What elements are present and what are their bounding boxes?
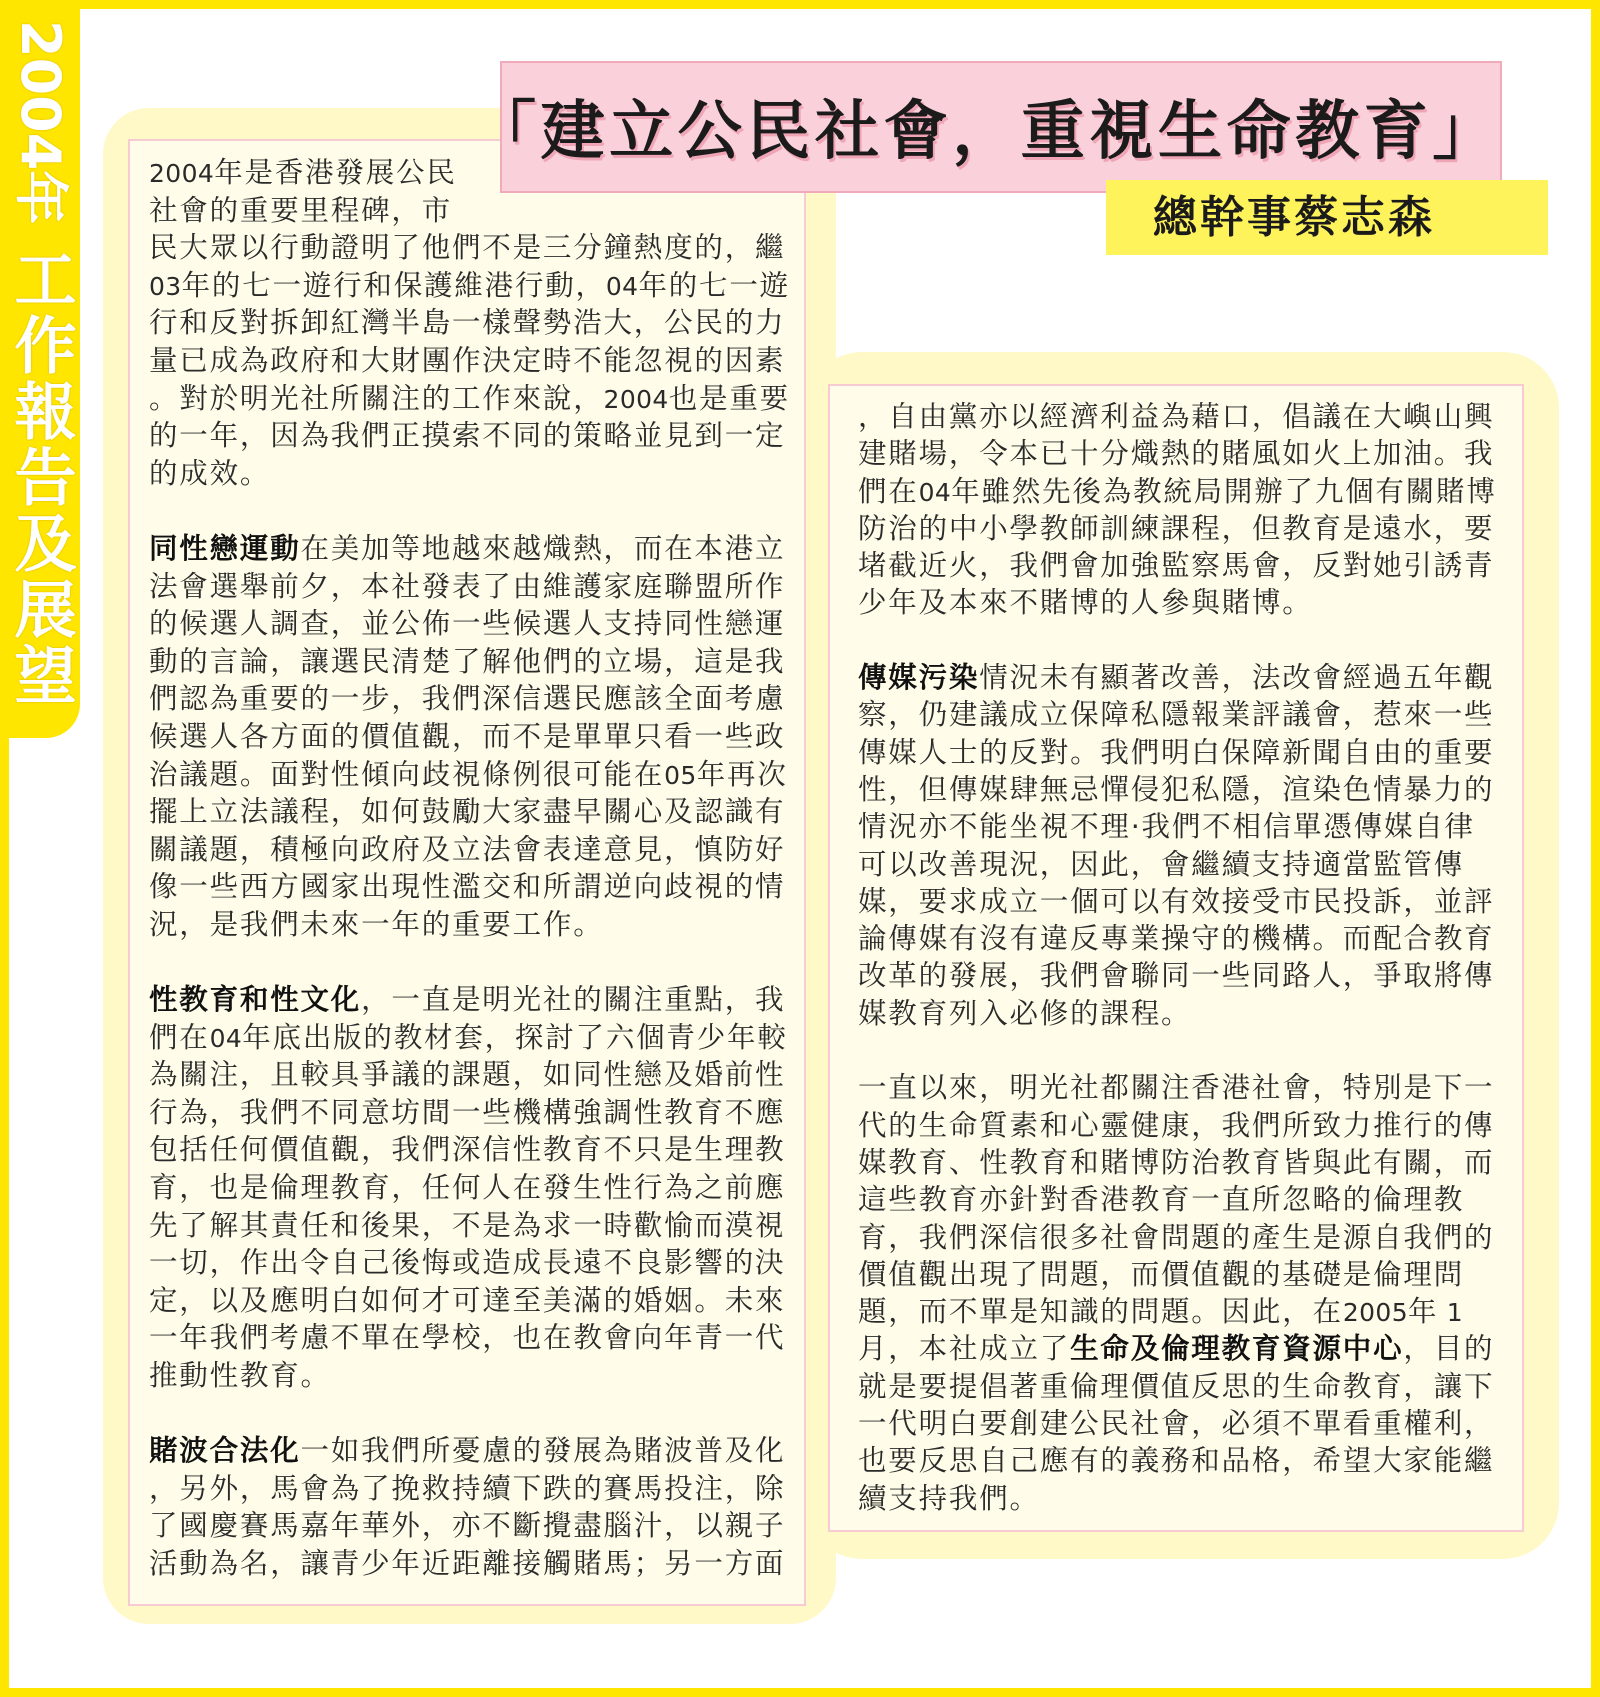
text-line: 們在04年雖然先後為教統局開辦了九個有關賭博 bbox=[858, 474, 1497, 508]
text-line: 擺上立法議程，如何鼓勵大家盡早關心及認識有 bbox=[149, 795, 786, 829]
text-line: 了國慶賽馬嘉年華外，亦不斷攪盡腦汁，以親子 bbox=[149, 1509, 786, 1543]
text-segment: ，目的 bbox=[1403, 1332, 1495, 1366]
text-line bbox=[858, 659, 1497, 696]
text-line: 們認為重要的一步，我們深信選民應該全面考慮 bbox=[149, 682, 786, 716]
text-line: 一代明白要創建公民社會，必須不單看重權利， bbox=[858, 1407, 1495, 1441]
text-line: 們在04年底出版的教材套，探討了六個青少年較 bbox=[149, 1020, 788, 1054]
text-line: 候選人各方面的價值觀，而不是單單只看一些政 bbox=[149, 719, 786, 753]
text-line: 建賭場，令本已十分熾熱的賭風如火上加油。我 bbox=[858, 437, 1495, 471]
latin-run: 1 bbox=[1438, 1298, 1464, 1328]
text-line: 論傳媒有沒有違反專業操守的機構。而配合教育 bbox=[858, 922, 1495, 956]
latin-run: 03 bbox=[149, 271, 182, 301]
bold-keyword: 生命及倫理教育資源中心 bbox=[1070, 1332, 1404, 1366]
text-segment: 在美加等地越來越熾熱，而在本港立 bbox=[300, 531, 786, 565]
text-line: 民大眾以行動證明了他們不是三分鐘熱度的，繼 bbox=[149, 231, 786, 265]
text-line: 的一年，因為我們正摸索不同的策略並見到一定 bbox=[149, 419, 786, 453]
left-text-column bbox=[149, 154, 790, 1620]
text-line: 就是要提倡著重倫理價值反思的生命教育，讓下 bbox=[858, 1369, 1495, 1403]
text-line: 況，是我們未來一年的重要工作。 bbox=[149, 907, 604, 941]
latin-run: 2005 bbox=[1342, 1298, 1409, 1328]
text-line: 的候選人調查，並公佈一些候選人支持同性戀運 bbox=[149, 607, 786, 641]
text-line: 活動為名，讓青少年近距離接觸賭馬；另一方面 bbox=[149, 1546, 786, 1580]
paragraph bbox=[858, 398, 1497, 622]
text-line: 治議題。面對性傾向歧視條例很可能在05年再次 bbox=[149, 757, 788, 791]
latin-run: 04 bbox=[209, 1023, 243, 1053]
text-line: 量已成為政府和大財團作決定時不能忽視的因素 bbox=[149, 343, 786, 377]
text-line: 防治的中小學教師訓練課程，但教育是遠水，要 bbox=[858, 511, 1495, 545]
text-line: 為關注，且較具爭議的課題，如同性戀及婚前性 bbox=[149, 1058, 786, 1092]
paragraph bbox=[858, 659, 1497, 1032]
text-segment: ，一直是明光社的關注重點，我 bbox=[361, 983, 786, 1017]
text-line: 媒，要求成立一個可以有效接受市民投訴，並評 bbox=[858, 884, 1495, 918]
text-line: 察，仍建議成立保障私隱報業評議會，惹來一些 bbox=[858, 698, 1495, 732]
paragraph bbox=[858, 1069, 1497, 1517]
text-line: 堵截近火，我們會加強監察馬會，反對她引誘青 bbox=[858, 549, 1495, 583]
text-line: 像一些西方國家出現性濫交和所謂逆向歧視的情 bbox=[149, 870, 786, 904]
text-segment: 月，本社成立了 bbox=[858, 1332, 1071, 1366]
text-line: 推動性教育。 bbox=[149, 1359, 331, 1392]
latin-run: 2004 bbox=[603, 384, 669, 414]
text-line: 少年及本來不賭博的人參與賭博。 bbox=[858, 586, 1313, 620]
text-line bbox=[858, 1330, 1497, 1367]
text-line: 一直以來，明光社都關注香港社會，特別是下一 bbox=[858, 1071, 1495, 1105]
text-line: 的成效。 bbox=[149, 456, 271, 490]
right-text-column bbox=[858, 398, 1497, 1554]
text-segment: 情況未有顯著改善，法改會經過五年觀 bbox=[979, 661, 1495, 695]
text-line: 代的生命質素和心靈健康，我們所致力推行的傳 bbox=[858, 1108, 1495, 1142]
text-line: 性，但傳媒肆無忌憚侵犯私隱，渲染色情暴力的 bbox=[858, 772, 1495, 806]
text-line: 改革的發展，我們會聯同一些同路人，爭取將傳 bbox=[858, 959, 1495, 993]
text-line: 傳媒人士的反對。我們明白保障新聞自由的重要 bbox=[858, 735, 1495, 769]
text-line: 續支持我們。 bbox=[858, 1481, 1040, 1515]
text-line: 包括任何價值觀，我們深信性教育不只是生理教 bbox=[149, 1133, 786, 1167]
text-line: ，自由黨亦以經濟利益為藉口，倡議在大嶼山興 bbox=[858, 400, 1495, 433]
paragraph bbox=[149, 154, 790, 492]
paragraph bbox=[149, 1432, 790, 1582]
text-line: 一切，作出令自己後悔或造成長遠不良影響的決 bbox=[149, 1246, 786, 1280]
text-line: 可以改善現況，因此，會繼續支持適當監管傳 bbox=[858, 847, 1465, 881]
bold-keyword: 傳媒污染 bbox=[858, 661, 980, 695]
text-line: 一年我們考慮不單在學校，也在教會向年青一代 bbox=[149, 1321, 786, 1355]
text-line bbox=[149, 530, 790, 568]
text-line: 媒教育、性教育和賭博防治教育皆與此有關，而 bbox=[858, 1145, 1495, 1179]
latin-run: 04 bbox=[918, 477, 952, 507]
bold-keyword: 性教育和性文化 bbox=[149, 983, 362, 1017]
text-line: 育，也是倫理教育，任何人在發生性行為之前應 bbox=[149, 1171, 786, 1205]
side-tab-year: 2004年 bbox=[9, 20, 72, 225]
section-side-tab bbox=[0, 0, 80, 738]
article-title: 「建立公民社會，重視生命教育」 bbox=[472, 95, 1501, 169]
paragraph bbox=[149, 981, 790, 1395]
text-line: ，另外，馬會為了挽救持續下跌的賽馬投注，除 bbox=[149, 1471, 786, 1505]
text-line: 關議題，積極向政府及立法會表達意見，慎防好 bbox=[149, 832, 786, 866]
paragraph bbox=[149, 530, 790, 944]
text-segment: 一如我們所憂慮的發展為賭波普及化 bbox=[300, 1434, 786, 1468]
latin-run: 05 bbox=[664, 760, 697, 790]
side-tab-label: 工作報告及展望 bbox=[4, 247, 77, 709]
text-line: 。對於明光社所關注的工作來說，2004也是重要 bbox=[149, 381, 790, 415]
text-line: 先了解其責任和後果，不是為求一時歡愉而漠視 bbox=[149, 1208, 786, 1242]
text-line: 社會的重要里程碑，市 bbox=[149, 193, 453, 227]
latin-run: 2004 bbox=[149, 159, 215, 188]
text-line: 價值觀出現了問題，而價值觀的基礎是倫理問 bbox=[858, 1257, 1465, 1291]
text-line: 行為，我們不同意坊間一些機構強調性教育不應 bbox=[149, 1095, 786, 1129]
text-line: 動的言論，讓選民清楚了解他們的立場，這是我 bbox=[149, 644, 786, 678]
text-line: 03年的七一遊行和保護維港行動，04年的七一遊 bbox=[149, 268, 790, 302]
text-line: 育，我們深信很多社會問題的產生是源自我們的 bbox=[858, 1220, 1495, 1254]
text-line: 情況亦不能坐視不理·我們不相信單憑傳媒自律 bbox=[858, 810, 1475, 844]
text-line bbox=[149, 1432, 790, 1470]
latin-run: 04 bbox=[605, 271, 639, 301]
text-line: 定，以及應明白如何才可達至美滿的婚姻。未來 bbox=[149, 1283, 786, 1317]
text-line: 法會選舉前夕，本社發表了由維護家庭聯盟所作 bbox=[149, 569, 786, 603]
text-line: 這些教育亦針對香港教育一直所忽略的倫理教 bbox=[858, 1183, 1465, 1217]
text-line: 題，而不單是知識的問題。因此，在2005年 1 bbox=[858, 1295, 1464, 1329]
text-line: 也要反思自己應有的義務和品格，希望大家能繼 bbox=[858, 1444, 1495, 1478]
bold-keyword: 同性戀運動 bbox=[149, 531, 301, 565]
text-line: 行和反對拆卸紅灣半島一樣聲勢浩大，公民的力 bbox=[149, 306, 786, 340]
bold-keyword: 賭波合法化 bbox=[149, 1434, 301, 1468]
text-line: 媒教育列入必修的課程。 bbox=[858, 996, 1192, 1030]
text-line bbox=[149, 981, 790, 1019]
text-line: 2004年是香港發展公民 bbox=[149, 156, 457, 189]
article-author: 總幹事蔡志森 bbox=[1153, 192, 1435, 243]
